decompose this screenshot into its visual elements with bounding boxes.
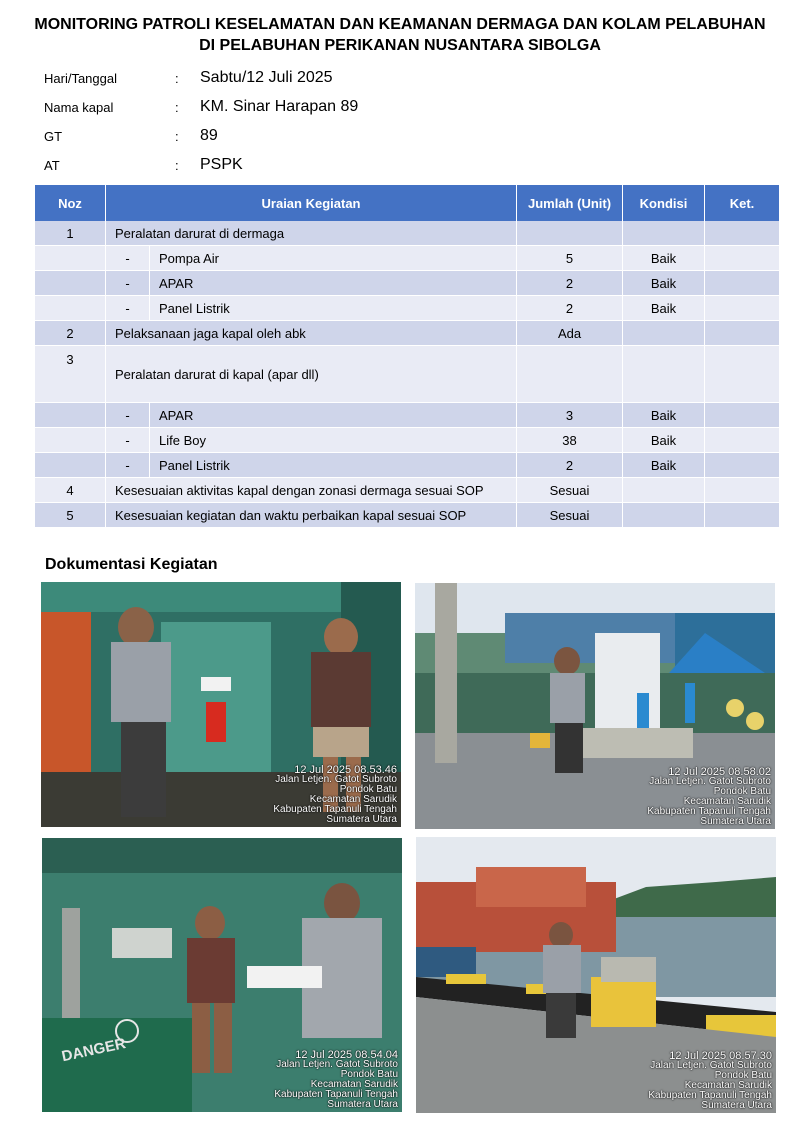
stamp-province: Sumatera Utara	[326, 814, 397, 825]
stamp-time: 12 Jul 2025 08.53.46	[294, 764, 397, 776]
row-no: 5	[35, 503, 106, 528]
stamp-time: 12 Jul 2025 08.57.30	[669, 1050, 772, 1062]
meta-colon: :	[175, 158, 179, 173]
meta-label: Hari/Tanggal	[44, 71, 117, 86]
table-row	[35, 428, 780, 453]
activity-table	[35, 185, 780, 528]
row-condition: Baik	[623, 453, 705, 478]
stamp-regency: Kabupaten Tapanuli Tengah	[274, 1089, 398, 1100]
stamp-province: Sumatera Utara	[700, 816, 771, 827]
header-notes: Ket.	[705, 185, 780, 221]
stamp-province: Sumatera Utara	[327, 1099, 398, 1110]
meta-value: 89	[200, 127, 218, 144]
stamp-province: Sumatera Utara	[701, 1100, 772, 1111]
row-dash: -	[106, 453, 150, 478]
photo-dock-edge-check	[416, 837, 776, 1113]
danger-sign-text: DANGER	[60, 1035, 128, 1066]
header-no: Noz	[35, 185, 106, 221]
photo-timestamp	[648, 1051, 772, 1111]
photo-engine-room-inspection	[41, 582, 401, 827]
meta-label: AT	[44, 158, 60, 173]
table-header-row	[35, 185, 780, 221]
header-condition: Kondisi	[623, 185, 705, 221]
row-description: Peralatan darurat di dermaga	[106, 221, 517, 246]
row-description: Kesesuaian aktivitas kapal dengan zonasi dermaga sesuai SOP	[106, 478, 517, 503]
table-row	[35, 246, 780, 271]
row-no: 4	[35, 478, 106, 503]
row-dash: -	[106, 296, 150, 321]
row-description: Pelaksanaan jaga kapal oleh abk	[106, 321, 517, 346]
stamp-regency: Kabupaten Tapanuli Tengah	[273, 804, 397, 815]
table-row	[35, 478, 780, 503]
row-quantity: 5	[517, 246, 623, 271]
table-row	[35, 221, 780, 246]
stamp-regency: Kabupaten Tapanuli Tengah	[647, 806, 771, 817]
stamp-village: Pondok Batu	[714, 1070, 772, 1081]
stamp-village: Pondok Batu	[340, 1069, 398, 1080]
row-dash: -	[106, 428, 150, 453]
row-condition: Baik	[623, 403, 705, 428]
photo-timestamp	[274, 1050, 398, 1110]
row-item: APAR	[150, 403, 517, 428]
photo-timestamp	[647, 767, 771, 827]
row-quantity: 2	[517, 296, 623, 321]
stamp-district: Kecamatan Sarudik	[310, 1079, 398, 1090]
row-item: Life Boy	[150, 428, 517, 453]
photo-ship-interior-check	[42, 838, 402, 1112]
row-dash: -	[106, 271, 150, 296]
stamp-street: Jalan Letjen. Gatot Subroto	[650, 1060, 772, 1071]
stamp-district: Kecamatan Sarudik	[309, 794, 397, 805]
row-quantity: Sesuai	[517, 478, 623, 503]
row-condition: Baik	[623, 246, 705, 271]
row-no: 2	[35, 321, 106, 346]
meta-label: Nama kapal	[44, 100, 114, 115]
table-row	[35, 403, 780, 428]
stamp-street: Jalan Letjen. Gatot Subroto	[649, 776, 771, 787]
row-condition: Baik	[623, 271, 705, 296]
table-row	[35, 296, 780, 321]
meta-colon: :	[175, 129, 179, 144]
header-quantity: Jumlah (Unit)	[517, 185, 623, 221]
row-condition: Baik	[623, 296, 705, 321]
row-no: 1	[35, 221, 106, 246]
stamp-time: 12 Jul 2025 08.58.02	[668, 766, 771, 778]
row-description: Kesesuaian kegiatan dan waktu perbaikan kapal sesuai SOP	[106, 503, 517, 528]
document-title	[20, 14, 780, 56]
stamp-time: 12 Jul 2025 08.54.04	[295, 1049, 398, 1061]
row-quantity: Ada	[517, 321, 623, 346]
row-dash: -	[106, 246, 150, 271]
stamp-village: Pondok Batu	[339, 784, 397, 795]
header-description: Uraian Kegiatan	[106, 185, 517, 221]
row-no: 3	[35, 346, 106, 403]
row-item: Panel Listrik	[150, 296, 517, 321]
meta-value: PSPK	[200, 156, 243, 173]
stamp-regency: Kabupaten Tapanuli Tengah	[648, 1090, 772, 1101]
meta-colon: :	[175, 71, 179, 86]
photo-dock-power-panel	[415, 583, 775, 829]
row-item: Panel Listrik	[150, 453, 517, 478]
title-line-1: MONITORING PATROLI KESELAMATAN DAN KEAMANAN DERMAGA DAN KOLAM PELABUHAN	[34, 16, 766, 33]
table-row	[35, 321, 780, 346]
photo-timestamp	[273, 765, 397, 825]
table-row	[35, 503, 780, 528]
stamp-street: Jalan Letjen. Gatot Subroto	[275, 774, 397, 785]
table-row	[35, 271, 780, 296]
row-dash: -	[106, 403, 150, 428]
row-quantity: 2	[517, 453, 623, 478]
row-item: APAR	[150, 271, 517, 296]
table-row	[35, 453, 780, 478]
row-quantity: 2	[517, 271, 623, 296]
meta-value: Sabtu/12 Juli 2025	[200, 69, 333, 86]
row-condition: Baik	[623, 428, 705, 453]
documentation-heading: Dokumentasi Kegiatan	[45, 556, 218, 573]
meta-colon: :	[175, 100, 179, 115]
row-item: Pompa Air	[150, 246, 517, 271]
stamp-village: Pondok Batu	[713, 786, 771, 797]
meta-label: GT	[44, 129, 63, 144]
row-quantity: Sesuai	[517, 503, 623, 528]
stamp-district: Kecamatan Sarudik	[684, 1080, 772, 1091]
stamp-street: Jalan Letjen. Gatot Subroto	[276, 1059, 398, 1070]
row-quantity: 3	[517, 403, 623, 428]
row-description: Peralatan darurat di kapal (apar dll)	[106, 346, 517, 403]
table-row	[35, 346, 780, 403]
meta-value: KM. Sinar Harapan 89	[200, 98, 359, 115]
title-line-2: DI PELABUHAN PERIKANAN NUSANTARA SIBOLGA	[199, 37, 601, 54]
row-quantity: 38	[517, 428, 623, 453]
stamp-district: Kecamatan Sarudik	[683, 796, 771, 807]
